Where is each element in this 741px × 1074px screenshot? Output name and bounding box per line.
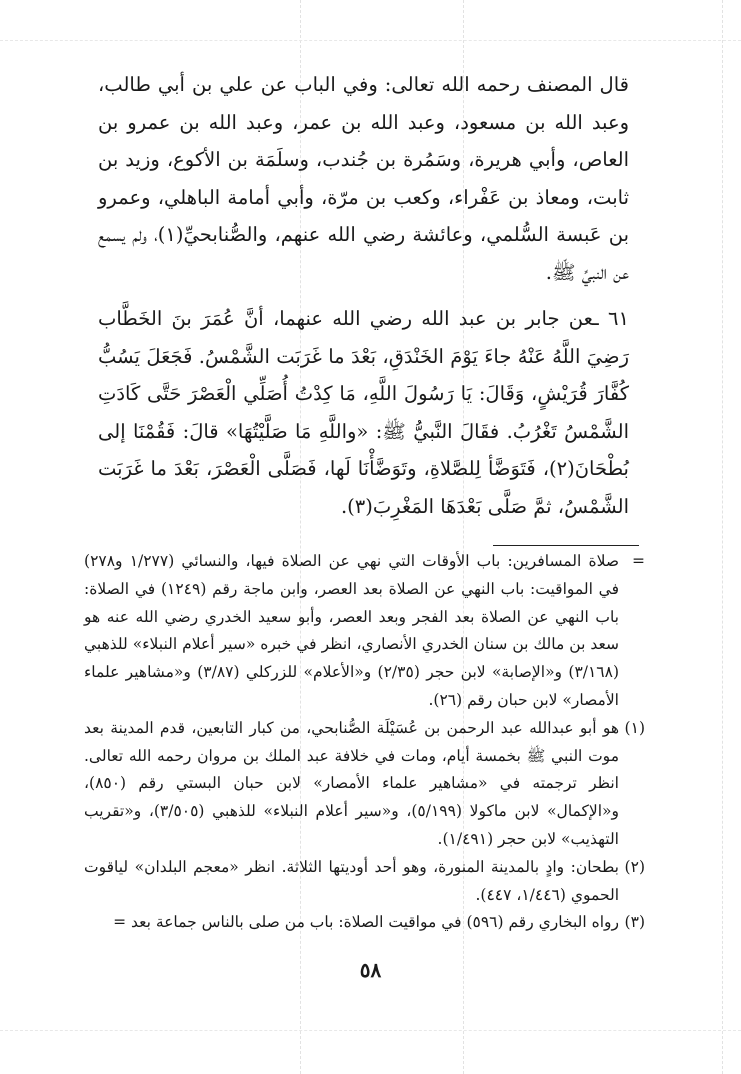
scan-guide-line <box>0 40 741 41</box>
opening-paragraph: قال المصنف رحمه الله تعالى: وفي الباب عن علي بن أبي طالب، وعبد الله بن مسعود، وعبد الله بن عمر، وعبد الله بن عمرو بن العاص، وأبي هريرة، وسَمُرة بن جُندب، وسلَمَة بن الأكوع، وزيد بن ثابت، ومعاذ بن عَفْراء، وكعب بن مرّة، وأبي أمامة الباهلي، وعمرو بن عَبسة السُّلمي، وعائشة رضي الله عنهم، والصُّنابحيِّ(١)، ولم يسمع عن النبيِّ ﷺ. <box>98 73 629 284</box>
footnote-divider <box>493 545 639 546</box>
page-number: ٥٨ <box>359 958 382 982</box>
footnote-continued-text: صلاة المسافرين: باب الأوقات التي نهي عن الصلاة فيها، والنسائي (١/٢٧٧ و٢٧٨) في المواقيت: باب النهي عن الصلاة بعد العصر، وابن ماجة رقم (١٢٤٩) في الصلاة: باب النهي عن الصلاة بعد الفجر وبعد العصر، وأبو سعيد الخدري رضي الله عنه هو سعد بن مالك بن سنان الخدري الأنصاري، انظر في خبره «سير أعلام النبلاء» للذهبي (٣/١٦٨) و«الإصابة» لابن حجر (٢/٣٥) و«الأعلام» للزركلي (٣/٨٧) و«مشاهير علماء الأمصار» لابن حبان رقم (٢٦). <box>84 552 620 709</box>
footnote-text: بطحان: وادٍ بالمدينة المنورة، وهو أحد أوديتها الثلاثة. انظر «معجم البلدان» لياقوت الحموي (١/٤٤٦، ٤٤٧). <box>84 857 619 904</box>
scan-guide-line <box>722 0 723 1074</box>
footnote-marker: (٣) <box>624 913 645 932</box>
footnote-text: رواه البخاري رقم (٥٩٦) في مواقيت الصلاة: باب من صلى بالناس جماعة بعد = <box>113 913 619 932</box>
footnote-continued <box>84 548 645 715</box>
scan-guide-line <box>0 1030 741 1031</box>
hadith-number: ٦١ ـ <box>593 307 629 330</box>
footnote-marker: (١) <box>624 718 645 737</box>
footnotes-block <box>84 548 645 937</box>
continued-marker: = <box>632 552 645 570</box>
hadith-paragraph <box>98 300 629 525</box>
footnote-3 <box>84 909 645 937</box>
main-text-block <box>98 66 629 525</box>
footnote-text: هو أبو عبدالله عبد الرحمن بن عُسَيْلَة الصُّنابحي، من كبار التابعين، قدم المدينة بعد موت النبي ﷺ بخمسة أيام، ومات في خلافة عبد الملك بن مروان رحمه الله تعالى. انظر ترجمته في «مشاهير علماء الأمصار» لابن حبان البستي رقم (٨٥٠)، و«الإكمال» لابن ماكولا (٥/١٩٩)، و«سير أعلام النبلاء» للذهبي (٣/٥٠٥)، و«تقريب التهذيب» لابن حجر (١/٤٩١). <box>84 718 619 848</box>
footnote-1 <box>84 715 645 854</box>
footnote-marker: (٢) <box>624 857 645 876</box>
footnote-2 <box>84 854 645 910</box>
hadith-text: عن جابر بن عبد الله رضي الله عنهما، أنَّ عُمَرَ بنَ الخَطَّاب رَضِيَ اللَّهُ عَنْهُ جاءَ يَوْمَ الخَنْدَقِ، بَعْدَ ما غَرَبَت الشَّمْسُ. فَجَعَلَ يَسُبُّ كُفَّارَ قُرَيْشٍ، وَقَالَ: يَا رَسُولَ اللَّهِ، مَا كِدْتُ أُصَلِّي الْعَصْرَ حَتَّى كَادَتِ الشَّمْسُ تَغْرُبُ. فقَالَ النَّبيُّ ﷺ: «واللَّهِ مَا صَلَّيْتُهَا» قالَ: فَقُمْنَا إلى بُطْحَانَ(٢)، فَتَوَضَّأ لِلصَّلاةِ، وتَوَضَّأْنَا لَها، فَصَلَّى الْعَصْرَ، بَعْدَ ما غَرَبَت الشَّمْسُ، ثمَّ صَلَّى بَعْدَهَا المَغْرِبَ(٣). <box>98 307 629 518</box>
